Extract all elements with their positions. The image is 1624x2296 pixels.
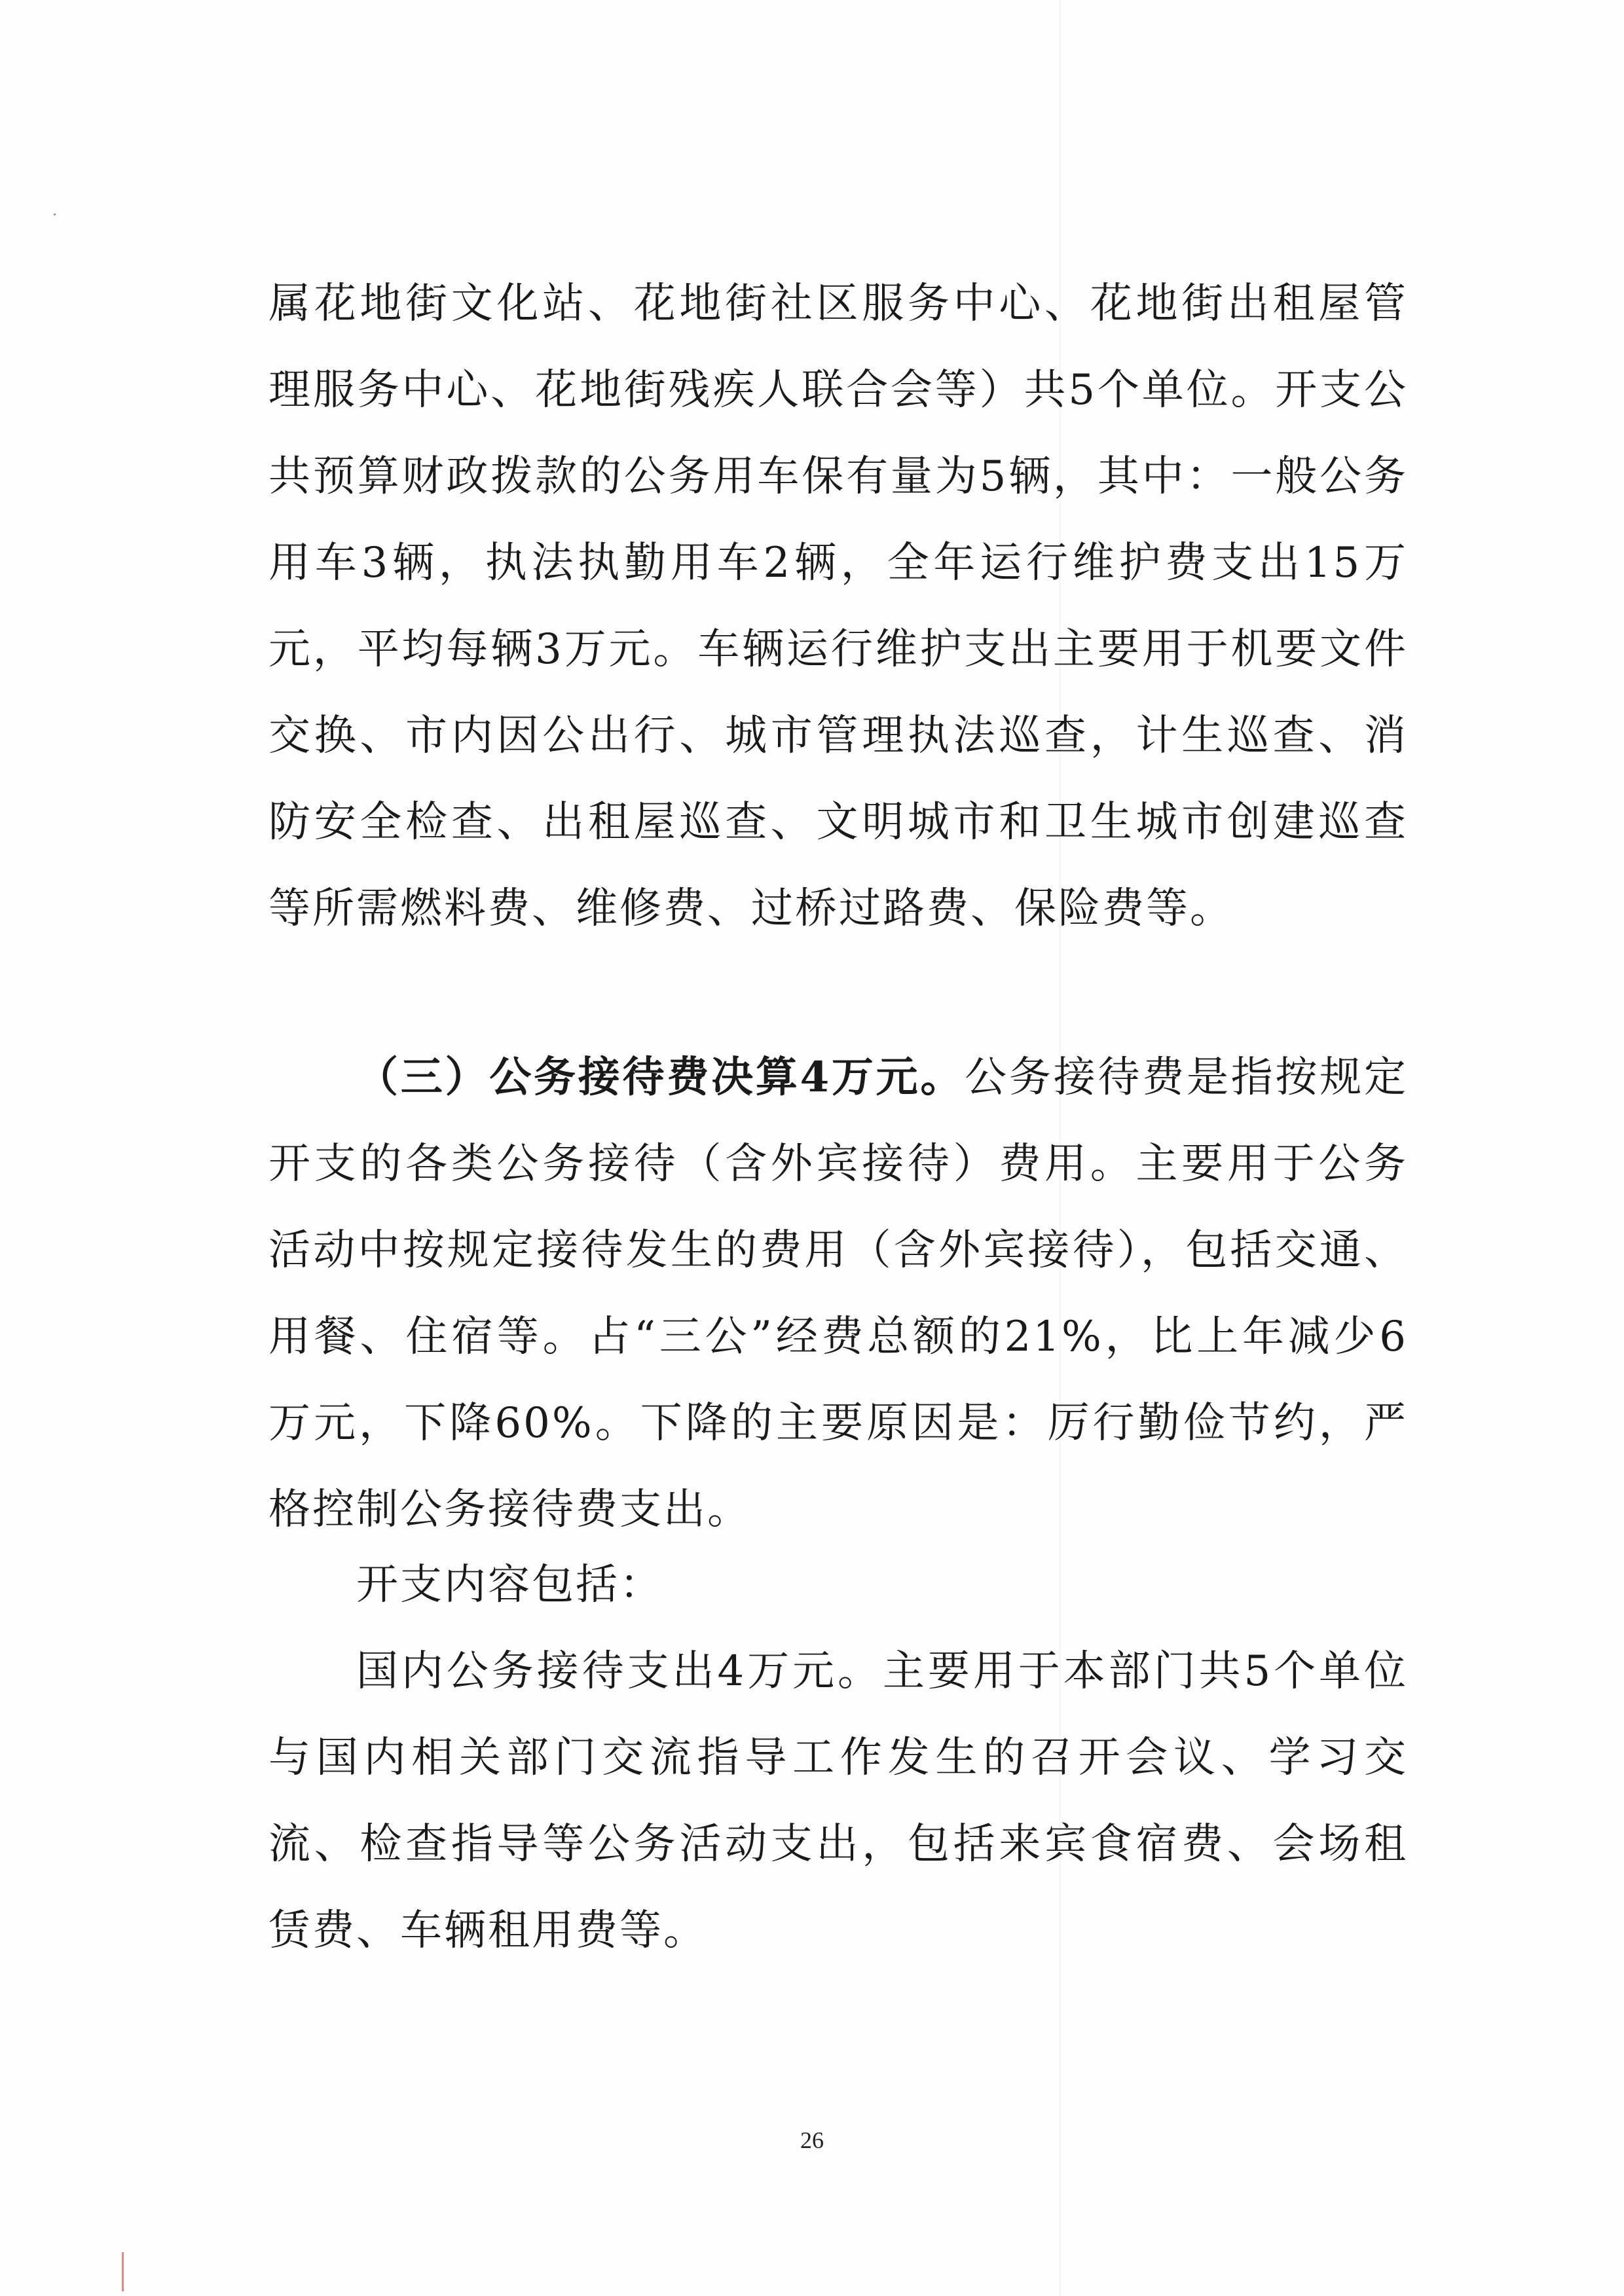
paragraph-expenditure-intro: 开支内容包括： <box>356 1561 663 1609</box>
scan-edge-mark <box>122 2252 124 2291</box>
page-number: 26 <box>800 2127 824 2153</box>
paragraph-domestic-reception: 国内公务接待支出4万元。主要用于本部门共5个单位与国内相关部门交流指导工作发生的召开会议、学习交流、检查指导等公务活动支出，包括来宾食宿费、会场租赁费、车辆租用费等。 <box>268 1647 1408 1955</box>
paragraph-reception-costs <box>268 1034 1408 1553</box>
section-heading-reception: （三）公务接待费决算4万元。 <box>356 1053 965 1102</box>
reception-costs-body: 公务接待费是指按规定开支的各类公务接待（含外宾接待）费用。主要用于公务活动中按规定接待发生的费用（含外宾接待），包括交通、用餐、住宿等。占“三公”经费总额的21%，比上年减少6万元，下降60%。下降的主要原因是：厉行勤俭节约，严格控制公务接待费支出。 <box>268 1053 1409 1534</box>
scan-dot <box>54 213 56 215</box>
paragraph-vehicle-costs: 属花地街文化站、花地街社区服务中心、花地街出租屋管理服务中心、花地街残疾人联合会等）共5个单位。开支公共预算财政拨款的公务用车保有量为5辆，其中：一般公务用车3辆，执法执勤用车2辆，全年运行维护费支出15万元，平均每辆3万元。车辆运行维护支出主要用于机要文件交换、市内因公出行、城市管理执法巡查，计生巡查、消防安全检查、出租屋巡查、文明城市和卫生城市创建巡查等所需燃料费、维修费、过桥过路费、保险费等。 <box>268 280 1408 933</box>
